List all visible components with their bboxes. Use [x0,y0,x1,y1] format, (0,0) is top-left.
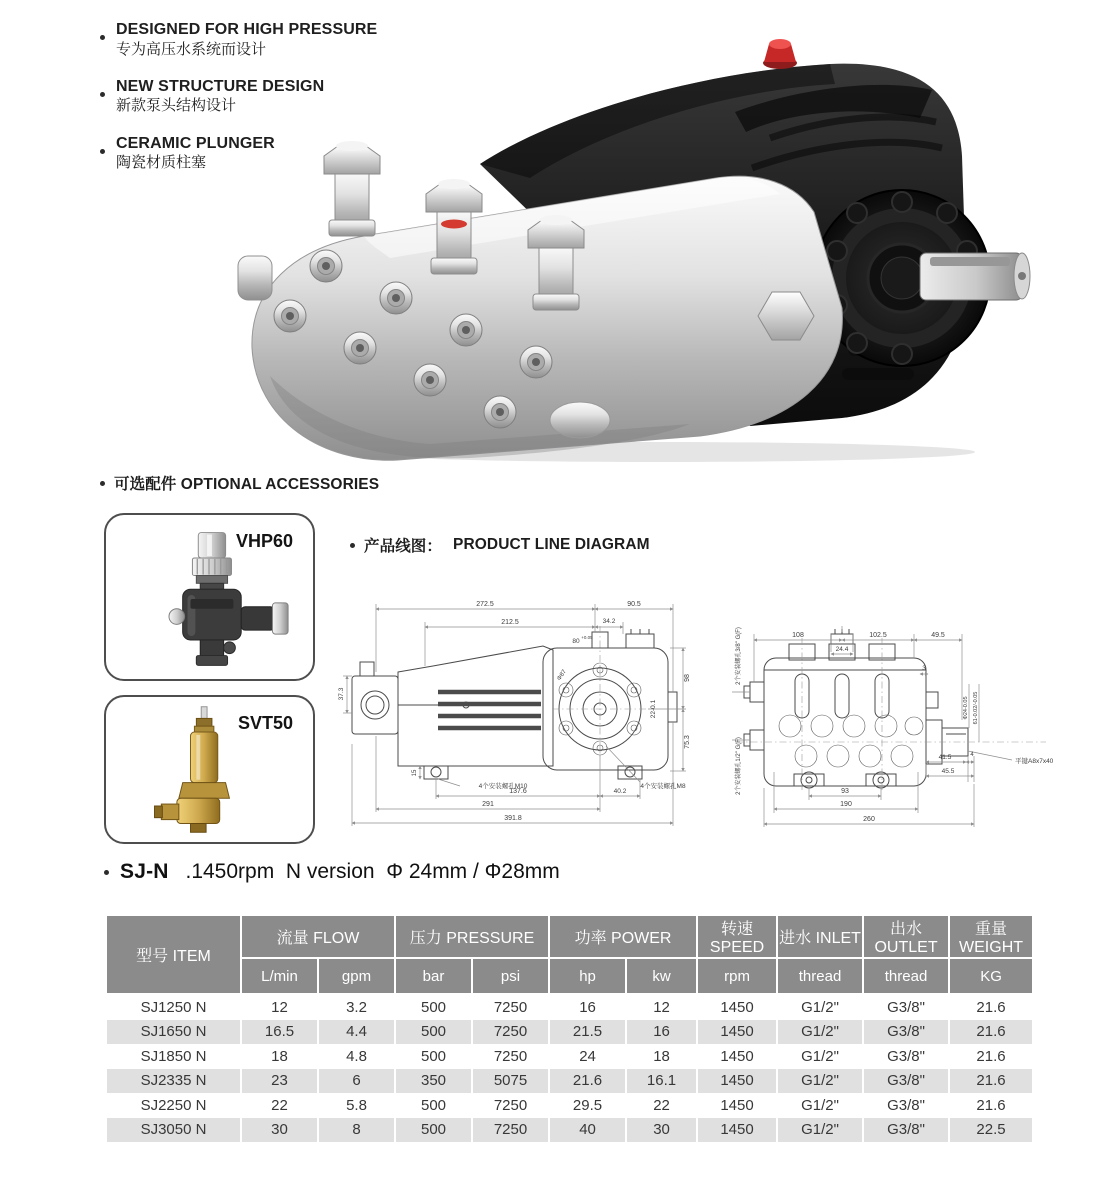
cell: 22 [241,1093,318,1118]
cell: 18 [241,1044,318,1069]
col-power: 功率 POWER [549,915,697,958]
cell: 7250 [472,994,549,1020]
cell: 21.6 [549,1069,626,1094]
dim-shaft24: Φ24-0.05 [963,696,969,720]
dim-40: 40.2 [613,788,627,795]
cell: 1450 [697,1069,777,1094]
cell: 4.8 [318,1044,395,1069]
cell: G1/2" [777,994,863,1020]
header-row-units [106,958,1033,994]
table-row [106,1093,1033,1118]
cell: 1450 [697,1118,777,1143]
label-m10: 4个安装螺孔M10 [478,783,528,790]
cell: 22.5 [949,1118,1033,1143]
col-lmin: L/min [241,958,318,994]
dim-102: 102.5 [869,632,887,639]
cell-item: SJ2335 N [106,1069,241,1094]
pump-head [238,176,842,460]
cell: G3/8" [863,1093,949,1118]
col-rpm: rpm [697,958,777,994]
col-hp: hp [549,958,626,994]
table-row [106,1118,1033,1143]
cell: 500 [395,1044,472,1069]
cell: 16.1 [626,1069,697,1094]
cell: 29.5 [549,1093,626,1118]
cell: 3.2 [318,994,395,1020]
side-view-drawing [338,596,693,836]
cell: 1450 [697,1093,777,1118]
dim-260: 260 [863,816,875,823]
red-oil-cap [763,39,797,69]
front-view-drawing [716,596,1100,862]
label-key: 平键A8x7x40 [1015,758,1054,765]
feature-cn: 新款泵头结构设计 [116,97,237,115]
table-row [106,1044,1033,1069]
col-inlet-thread: thread [777,958,863,994]
dim-212: 212.5 [501,619,519,626]
cell: 21.6 [949,1093,1033,1118]
dim-61: 61-0.02/-0.05 [973,691,979,725]
feature-cn: 陶瓷材质柱塞 [116,154,207,172]
cell: 30 [626,1118,697,1143]
dim-98: 98 [684,674,691,682]
series-name: SJ-N [120,860,169,883]
cell: G3/8" [863,994,949,1020]
dim-37: 37.3 [338,687,345,701]
cell: 22 [626,1093,697,1118]
col-bar: bar [395,958,472,994]
header-row-groups [106,915,1033,958]
cell: 7250 [472,1093,549,1118]
label-g38: 2个安装螺孔3/8" G(F) [736,627,742,685]
cell: G1/2" [777,1044,863,1069]
dim-108: 108 [792,632,804,639]
cell: 16.5 [241,1020,318,1045]
dim-4: 4 [970,752,974,758]
cell-item: SJ1850 N [106,1044,241,1069]
cell: 21.6 [949,1069,1033,1094]
cell: 30 [241,1118,318,1143]
cell: G3/8" [863,1020,949,1045]
accessories-section-title [100,472,379,494]
cell: G1/2" [777,1020,863,1045]
cell-item: SJ3050 N [106,1118,241,1143]
cell: G1/2" [777,1093,863,1118]
cell: 5075 [472,1069,549,1094]
bullet-dot [350,543,355,548]
spec-heading [104,860,560,884]
col-inlet: 进水 INLET [777,915,863,958]
label-g12: 2个安装螺孔1/2" G(F) [736,737,742,795]
dim-190: 190 [840,801,852,808]
cell-item: SJ2250 N [106,1093,241,1118]
cell: 7250 [472,1044,549,1069]
label-m8: 4个安装螺孔M8 [640,783,686,790]
cell: 7250 [472,1118,549,1143]
cell: 40 [549,1118,626,1143]
cell: 500 [395,1020,472,1045]
accessory-card-svt50 [104,695,315,844]
col-speed: 转速 SPEED [697,915,777,958]
col-flow: 流量 FLOW [241,915,395,958]
dim-93: 93 [841,788,849,795]
dim-49: 49.5 [931,632,945,639]
col-outlet-thread: thread [863,958,949,994]
cell: 7250 [472,1020,549,1045]
cell: 500 [395,1118,472,1143]
bullet-dot [100,92,105,97]
accessory-name: SVT50 [237,713,293,733]
col-weight: 重量 WEIGHT [949,915,1033,958]
cell: 1450 [697,1020,777,1045]
dim-80: 80 [572,638,580,645]
diagram-title-cn: 产品线图： [364,538,443,555]
red-seal-ring [441,220,467,229]
cell: 12 [241,994,318,1020]
cell: 24 [549,1044,626,1069]
pump-product-photo [230,16,1045,466]
col-psi: psi [472,958,549,994]
dim-90: 90.5 [627,601,641,608]
dim-391: 391.8 [504,815,522,822]
dim-41: 41.5 [938,754,952,761]
col-kg: KG [949,958,1033,994]
cell: 21.6 [949,1044,1033,1069]
table-row [106,994,1033,1020]
cell: 23 [241,1069,318,1094]
cell: 4.4 [318,1020,395,1045]
spec-table [105,914,1034,1142]
cell: 16 [549,994,626,1020]
series-subtitle: .1450rpm N version Φ 24mm / Φ28mm [179,860,560,883]
bullet-dot [100,35,105,40]
feature-en: CERAMIC PLUNGER [116,134,275,152]
cell: 500 [395,994,472,1020]
dim-75: 75.3 [684,735,691,749]
cell: 1450 [697,1044,777,1069]
accessory-name: VHP60 [235,531,293,551]
dim-45: 45.5 [941,768,955,775]
dim-34: 34.2 [602,618,616,625]
cell: 21.6 [949,1020,1033,1045]
col-outlet: 出水 OUTLET [863,915,949,958]
cell: 8 [318,1118,395,1143]
dim-phi87: Φ87 [556,669,568,682]
table-row [106,1020,1033,1045]
bullet-dot [100,481,105,486]
cell: G3/8" [863,1118,949,1143]
accessory-card-vhp60 [104,513,315,681]
cell: G1/2" [777,1118,863,1143]
cell: 5.8 [318,1093,395,1118]
dim-80-tol: +0.05 [581,635,593,640]
dim-15: 15 [412,769,418,777]
feature-en: NEW STRUCTURE DESIGN [116,77,325,95]
cell-item: SJ1650 N [106,1020,241,1045]
cell: 16 [626,1020,697,1045]
col-item: 型号 ITEM [106,915,241,994]
cell-item: SJ1250 N [106,994,241,1020]
col-gpm: gpm [318,958,395,994]
diagram-title-en: PRODUCT LINE DIAGRAM [453,536,650,553]
cell: G3/8" [863,1069,949,1094]
bullet-dot [104,870,109,875]
cell: 500 [395,1093,472,1118]
dim-3: 3 [922,665,926,672]
cell: 21.5 [549,1020,626,1045]
cell: 6 [318,1069,395,1094]
accessories-title-text: 可选配件 OPTIONAL ACCESSORIES [114,476,380,493]
bullet-dot [100,149,105,154]
cell: 21.6 [949,994,1033,1020]
col-kw: kw [626,958,697,994]
col-pressure: 压力 PRESSURE [395,915,549,958]
dim-22: 22-0.1 [650,699,657,719]
dim-24: 24.4 [835,646,849,653]
diagram-section-title [350,534,650,556]
cell: 350 [395,1069,472,1094]
cell: 18 [626,1044,697,1069]
table-row [106,1069,1033,1094]
cell: G1/2" [777,1069,863,1094]
feature-cn: 专为高压水系统而设计 [116,40,267,58]
pump-shaft [920,253,1030,300]
feature-en: DESIGNED FOR HIGH PRESSURE [116,21,378,38]
cell: 1450 [697,994,777,1020]
dim-291: 291 [482,801,494,808]
cell: G3/8" [863,1044,949,1069]
dim-272: 272.5 [476,601,494,608]
dim-137: 137.6 [509,788,527,795]
cell: 12 [626,994,697,1020]
